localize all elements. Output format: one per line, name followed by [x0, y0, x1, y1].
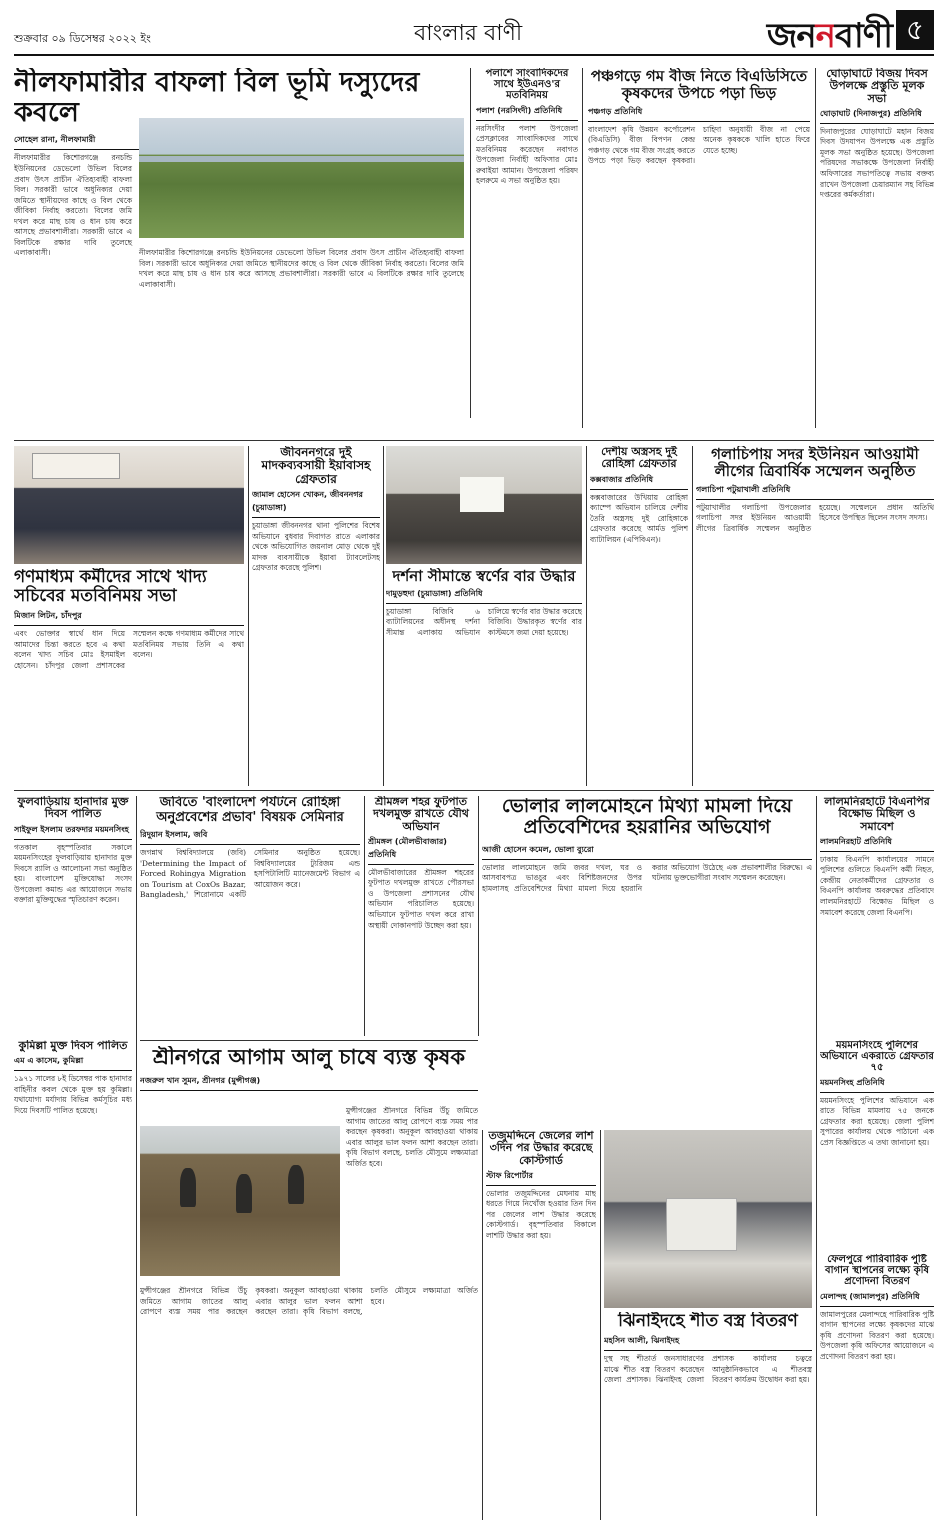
body: দুস্থ সহ শীতার্ত জনসাধারণের মাঝে শীত বস্ত্র বিতরণ করেছেন জেলা প্রশাসক। ঝিনাইদহ জেলা প্রশাসক কার্যালয় চত্বরে আনুষ্ঠানিকভাবে এ শীতবস্ত্র বিতরণ কার্যক্রম উদ্বোধন করা হয়।: [604, 1354, 812, 1385]
body: ময়মনসিংহে পুলিশের অভিযানে এক রাতে বিভিন্ন মামলায় ৭৫ জনকে গ্রেফতার করা হয়েছে। জেলা পুলিশ সুপারের কার্যালয় থেকে পাঠানো এক প্রেস বিজ্ঞপ্তিতে এ তথ্য জানানো হয়।: [820, 1095, 934, 1147]
page-number: ৫: [896, 10, 934, 50]
body: গতকাল বৃহস্পতিবার সকালে ময়মনসিংহের ফুলবাড়িয়ায় হানাদার মুক্ত দিবসে র‍্যালি ও আলোচনা সভা অনুষ্ঠিত হয়। বাংলাদেশ মুক্তিযোদ্ধা সংসদ উপজেলা কমান্ড এর আয়োজনে সভায় বক্তারা মুক্তিযুদ্ধের স্মৃতিচারণ করেন।: [14, 842, 132, 905]
byline: ঘোড়াঘাট (দিনাজপুর) প্রতিনিধি: [820, 108, 934, 124]
body: জামালপুরের মেলান্দহে পারিবারিক পুষ্টি বাগান স্থাপনের লক্ষ্যে কৃষকদের মাঝে কৃষি প্রণোদনা বিতরণ করা হয়েছে। উপজেলা কৃষি অফিসের আয়োজনে এ প্রণোদনা বিতরণ করা হয়।: [820, 1309, 934, 1361]
headline: ঘোড়াঘাটে বিজয় দিবস উপলক্ষে প্রস্তুতি মূলক সভা: [826, 68, 928, 105]
article-ghoraghat: [820, 68, 934, 438]
article-srimangal: [368, 796, 474, 1036]
headline: দেশীয় অস্ত্রসহ দুই রোহিঙ্গা গ্রেফতার: [601, 446, 677, 471]
article-media: [14, 568, 244, 788]
body: মৌলভীবাজারের শ্রীমঙ্গল শহরের ফুটপাত দখলমুক্ত রাখতে পৌরসভা ও উপজেলা প্রশাসনের যৌথ অভিযান পরিচালিত হয়েছে। অভিযানে ফুটপাত দখল করে রাখা অস্থায়ী দোকানপাট উচ্ছেদ করা হয়।: [368, 867, 474, 930]
photo-blanket-distribution: [604, 1130, 812, 1308]
article-jhenaidah: [604, 1312, 812, 1520]
byline: মহসিন আলী, ঝিনাইদহ: [604, 1335, 812, 1351]
byline: দামুড়হুদা (চুয়াডাঙ্গা) প্রতিনিধি: [386, 588, 582, 604]
headline: শ্রীনগরে আগাম আলু চাষে ব্যস্ত কৃষক: [152, 1046, 466, 1069]
byline: সোহেল রানা, নীলফামারী: [14, 134, 464, 150]
byline: মেলান্দহ (জামালপুর) প্রতিনিধি: [820, 1291, 934, 1307]
article-galachipa: [696, 446, 934, 786]
article-tajumuddin: [486, 1130, 596, 1520]
article-mymensingh: [820, 1040, 934, 1250]
photo-wetland: [139, 118, 464, 238]
byline: এম এ কাসেম, কুমিল্লা: [14, 1055, 132, 1071]
headline: ভোলার লালমোহনে মিথ্যা মামলা দিয়ে প্রতিবেশিদের হয়রানির অভিযোগ: [501, 796, 793, 839]
article-bhola: [482, 796, 812, 1126]
article-palash: [476, 68, 578, 438]
byline: স্টাফ রিপোর্টার: [486, 1170, 596, 1186]
body: এবং ভোক্তার স্বার্থে ধান দিয়ে আমাদের চিন্তা করতে হবে এ কথা বলেন খাদ্য সচিব মোঃ ইসমাইল হোসেন। চাঁদপুর জেলা প্রশাসকের সম্মেলন কক্ষে গণমাধ্যম কর্মীদের সাথে মতবিনিময় সভায় তিনি এ কথা বলেন।: [14, 629, 244, 670]
photo-meeting: [14, 446, 244, 564]
photo-potato-field: [140, 1126, 340, 1276]
body: ভোলার লালমোহনে জমি জবর দখল, ঘর ও আসবাবপত্র ভাঙচুর এবং বিশিষ্টজনদের উপর হামলাসহ প্রতিবেশিদের মিথ্যা মামলা দিয়ে হয়রানি করার অভিযোগ উঠেছে এক প্রভাবশালীর বিরুদ্ধে। এ ঘটনায় ভুক্তভোগীরা সংবাদ সম্মেলন করেছেন।: [482, 862, 812, 893]
body-continued: মুন্সীগঞ্জের শ্রীনগরে বিভিন্ন উঁচু জমিতে আগাম জাতের আলু রোপণে ব্যস্ত সময় পার করছেন কৃষকরা। অনুকূল আবহাওয়া থাকায় এবার আলুর ভাল ফলন আশা করছেন তারা। কৃষি বিভাগ বলছে, চলতি মৌসুমে লক্ষ্যমাত্রা অর্জিত হবে।: [140, 1286, 478, 1317]
byline: গলাচিপা পটুয়াখালী প্রতিনিধি: [696, 484, 934, 500]
headline: পলাশে সাংবাদিকদের সাথে ইউএনও'র মতবিনিময়: [485, 68, 569, 102]
headline: জবিতে 'বাংলাদেশ পর্যটনে রোহিঙ্গা অনুপ্রবেশের প্রভাব' বিষয়ক সেমিনার: [156, 796, 344, 825]
article-phulbaria: [14, 796, 132, 1036]
byline: পঞ্চগড় প্রতিনিধি: [588, 106, 810, 122]
headline: গণমাধ্যম কর্মীদের সাথে খাদ্য সচিবের মতবিনিময় সভা: [14, 568, 207, 607]
logo: জননবাণী: [766, 16, 892, 56]
byline: সাইফুল ইসলাম তরফদার ময়মনসিংহ: [14, 824, 132, 840]
byline: নজরুল খান সুমন, শ্রীনগর (মুন্সীগঞ্জ): [140, 1075, 478, 1091]
headline: শ্রীমঙ্গল শহর ফুটপাত দখলমুক্ত রাখতে যৌথ অভিযান: [373, 796, 469, 833]
byline: জামাল হোসেন খোকন, জীবননগর (চুয়াডাঙ্গা): [252, 489, 380, 518]
article-jobi: [140, 796, 360, 1032]
body: চুয়াডাঙ্গা বিজিবি ৬ ব্যাটালিয়নের অধীনস্থ দর্শনা সীমান্ত এলাকায় অভিযান চালিয়ে স্বর্ণের বার উদ্ধার করেছে বিজিবি। উদ্ধারকৃত স্বর্ণের বার কাস্টমসে জমা দেয়া হয়েছে।: [386, 606, 582, 637]
body: ১৯৭১ সালের ৮ই ডিসেম্বর পাক হানাদার বাহিনীর কবল থেকে মুক্ত হয় কুমিল্লা। যথাযোগ্য মর্যাদায় বিভিন্ন কর্মসূচির মধ্য দিয়ে দিবসটি পালিত হয়েছে।: [14, 1074, 132, 1115]
paper-name: বাংলার বাণী: [414, 21, 523, 46]
byline: ময়মনসিংহ প্রতিনিধি: [820, 1077, 934, 1093]
body: নীলফামারীর কিশোরগঞ্জে রনচন্ডি ইউনিয়নের ডেভেলো উভিল বিলের প্রবাদ উৎস প্রাচীন ঐতিহ্যবাহী বাফলা বিল। সরকারী ভাবে অধুনিক্যর দেয়া জমিতে স্থানীয়দের কাছে ও বিল থেকে জীবিকা নির্বাহ করতো। বিলের জমি দখল করে মাছ চাষ ও ধান চাষ করে আসছে প্রভাবশালীরা। সরকারী ভাবে এ বিলটিকে রক্ষার দাবি তুলেছে এলাকাবাসী।: [14, 153, 132, 258]
article-ponchogor: [588, 68, 810, 438]
article-darshana: [386, 568, 582, 786]
article-jibonnagar: [252, 446, 380, 786]
byline: পলাশ (নরসিংদী) প্রতিনিধি: [476, 105, 578, 121]
headline: ময়মনসিংহে পুলিশের অভিযানে একরাতে গ্রেফতার ৭৫: [820, 1040, 934, 1074]
headline: ঝিনাইদহে শীত বস্ত্র বিতরণ: [618, 1312, 798, 1331]
byline: আজী হোসেন কমেল, ভোলা ব্যুরো: [482, 844, 812, 860]
headline: জীবননগরে দুই মাদকব্যবসায়ী ইয়াবাসহ গ্রেফতার: [261, 446, 371, 486]
body: মুন্সীগঞ্জের শ্রীনগরে বিভিন্ন উঁচু জমিতে আগাম জাতের আলু রোপণে ব্যস্ত সময় পার করছেন কৃষকরা। অনুকূল আবহাওয়া থাকায় এবার আলুর ভাল ফলন আশা করছেন তারা। কৃষি বিভাগ বলছে, চলতি মৌসুমে লক্ষ্যমাত্রা অর্জিত হবে।: [346, 1106, 478, 1168]
body: কক্সবাজারের উখিয়ায় রোহিঙ্গা ক্যাম্পে অভিযান চালিয়ে দেশীয় তৈরি অস্ত্রসহ দুই রোহিঙ্গাকে গ্রেফতার করেছে আর্মড পুলিশ ব্যাটালিয়ন (এপিবিএন)।: [590, 492, 688, 544]
article-rohingya-arrest: [590, 446, 688, 786]
body: ভোলার তজুমদ্দিনের মেঘনায় মাছ ধরতে গিয়ে নিখোঁজ হওয়ার তিন দিন পর জেলের লাশ উদ্ধার করেছে কোস্টগার্ড। বৃহস্পতিবার বিকালে লাশটি উদ্ধার করা হয়।: [486, 1188, 596, 1240]
headline: পঞ্চগড়ে গম বীজ নিতে বিএডিসিতে কৃষকদের উপচে পড়া ভিড়: [590, 68, 808, 102]
byline: মিজান লিটন, চাঁদপুর: [14, 610, 244, 626]
byline: রিদুয়ান ইসলাম, জবি: [140, 829, 360, 845]
masthead: [14, 8, 934, 56]
article-lalmonirhat: [820, 796, 934, 1036]
headline: কুমিল্লা মুক্ত দিবস পালিত: [18, 1040, 128, 1052]
headline: তজুমদ্দিনে জেলের লাশ ৩দিন পর উদ্ধার করেছে কোস্টগার্ড: [488, 1130, 594, 1167]
byline: কক্সবাজার প্রতিনিধি: [590, 474, 688, 490]
headline: গলাচিপায় সদর ইউনিয়ন আওয়ামী লীগের ত্রিবার্ষিক সম্মেলন অনুষ্ঠিত: [711, 446, 919, 480]
photo-gold-bars: [386, 446, 582, 564]
article-comilla: [14, 1040, 132, 1520]
body: দিনাজপুরের ঘোড়াঘাটে মহান বিজয় দিবস উদযাপন উপলক্ষে এক প্রস্তুতি মূলক সভা অনুষ্ঠিত হয়েছে। উপজেলা পরিষদের সভাকক্ষে উপজেলা নির্বাহী অফিসারের সভাপতিত্বে সভায় বক্তব্য রাখেন উপজেলা চেয়ারম্যান সহ বিভিন্ন দপ্তরের কর্মকর্তারা।: [820, 126, 934, 200]
article-bafla: [14, 68, 464, 428]
body: চুয়াডাঙ্গা জীবননগর থানা পুলিশের বিশেষ অভিযানে বুধবার দিবাগত রাতে এলাকার থেকে অভিযোগিত জয়নাল মোড় থেকে দুই মাদক ব্যবসায়ীকে ইয়াবা ট্যাবলেটসহ গ্রেফতার করেছে পুলিশ।: [252, 521, 380, 573]
body: জগন্নাথ বিশ্ববিদ্যালয়ে (জবি) 'Determining the Impact of Forced Rohingya Migration on Tourism at CoxOs Bazar, Bangladesh,' শিরোনামে একটি সেমিনার অনুষ্ঠিত হয়েছে। বিশ্ববিদ্যালয়ের ট্যুরিজম এন্ড হসপিটালিটি ম্যানেজমেন্ট বিভাগ এ আয়োজন করে।: [140, 848, 360, 900]
article-srinagar: [140, 1046, 478, 1520]
byline: লালমনিরহাট প্রতিনিধি: [820, 836, 934, 852]
body-continued: নীলফামারীর কিশোরগঞ্জে রনচন্ডি ইউনিয়নের ডেভেলো উভিল বিলের প্রবাদ উৎস প্রাচীন ঐতিহ্যবাহী বাফলা বিল। সরকারী ভাবে অধুনিক্যর দেয়া জমিতে স্থানীয়দের কাছে ও বিল থেকে জীবিকা নির্বাহ করতো। বিলের জমি দখল করে মাছ চাষ ও ধান চাষ করে আসছে প্রভাবশালীরা। সরকারী ভাবে এ বিলটিকে রক্ষার দাবি তুলেছে এলাকাবাসী।: [139, 248, 464, 289]
headline: ফেলপুরে পারিবারিক পুষ্টি বাগান স্থাপনের লক্ষ্যে কৃষি প্রণোদনা বিতরণ: [825, 1254, 929, 1288]
issue-date: শুক্রবার ০৯ ডিসেম্বর ২০২২ ইং: [14, 32, 151, 45]
body: বাংলাদেশ কৃষি উন্নয়ন কর্পোরেশন (বিএডিসি) বীজ বিপণন কেন্দ্র পঞ্চগড় থেকে গম বীজ সংগ্রহ করতে উপচে পড়া ভিড় করছেন কৃষকরা। চাহিদা অনুযায়ী বীজ না পেয়ে অনেক কৃষককে খালি হাতে ফিরে যেতে হচ্ছে।: [588, 124, 810, 166]
headline: ফুলবাড়িয়ায় হানাদার মুক্ত দিবস পালিত: [17, 796, 129, 821]
article-jamalpur: [820, 1254, 934, 1520]
body: ঢাকায় বিএনপি কার্যালয়ের সামনে পুলিশের গুলিতে বিএনপি কর্মী নিহত, কেন্দ্রীয় নেতাকর্মীদের গ্রেফতার ও বিএনপি কার্যালয় অবরুদ্ধের প্রতিবাদে লালমনিরহাটে বিক্ষোভ মিছিল ও সমাবেশ করেছে জেলা বিএনপি।: [820, 854, 934, 917]
headline: নীলফামারীর বাফলা বিল ভূমি দস্যুদের কবলে: [14, 68, 420, 129]
headline: লালমনিরহাটে বিএনপির বিক্ষোভ মিছিল ও সমাবেশ: [824, 796, 930, 833]
byline: শ্রীমঙ্গল (মৌলভীবাজার) প্রতিনিধি: [368, 836, 474, 865]
headline: দর্শনা সীমান্তে স্বর্ণের বার উদ্ধার: [392, 568, 576, 585]
body: নরসিংদীর পলাশ উপজেলা প্রেসক্লাবের সাংবাদিকদের সাথে মতবিনিময় করেছেন নবাগত উপজেলা নির্বাহী অফিসার মোঃ রুবাইয়া আমান। উপজেলা পরিষদ হলরুমে এ সভা অনুষ্ঠিত হয়।: [476, 123, 578, 186]
body: পটুয়াখালীর গলাচিপা উপজেলার গলাচিপা সদর ইউনিয়ন আওয়ামী লীগের ত্রিবার্ষিক সম্মেলন অনুষ্ঠিত হয়েছে। সম্মেলনে প্রধান অতিথি হিসেবে উপস্থিত ছিলেন সংসদ সদস্য।: [696, 502, 934, 533]
